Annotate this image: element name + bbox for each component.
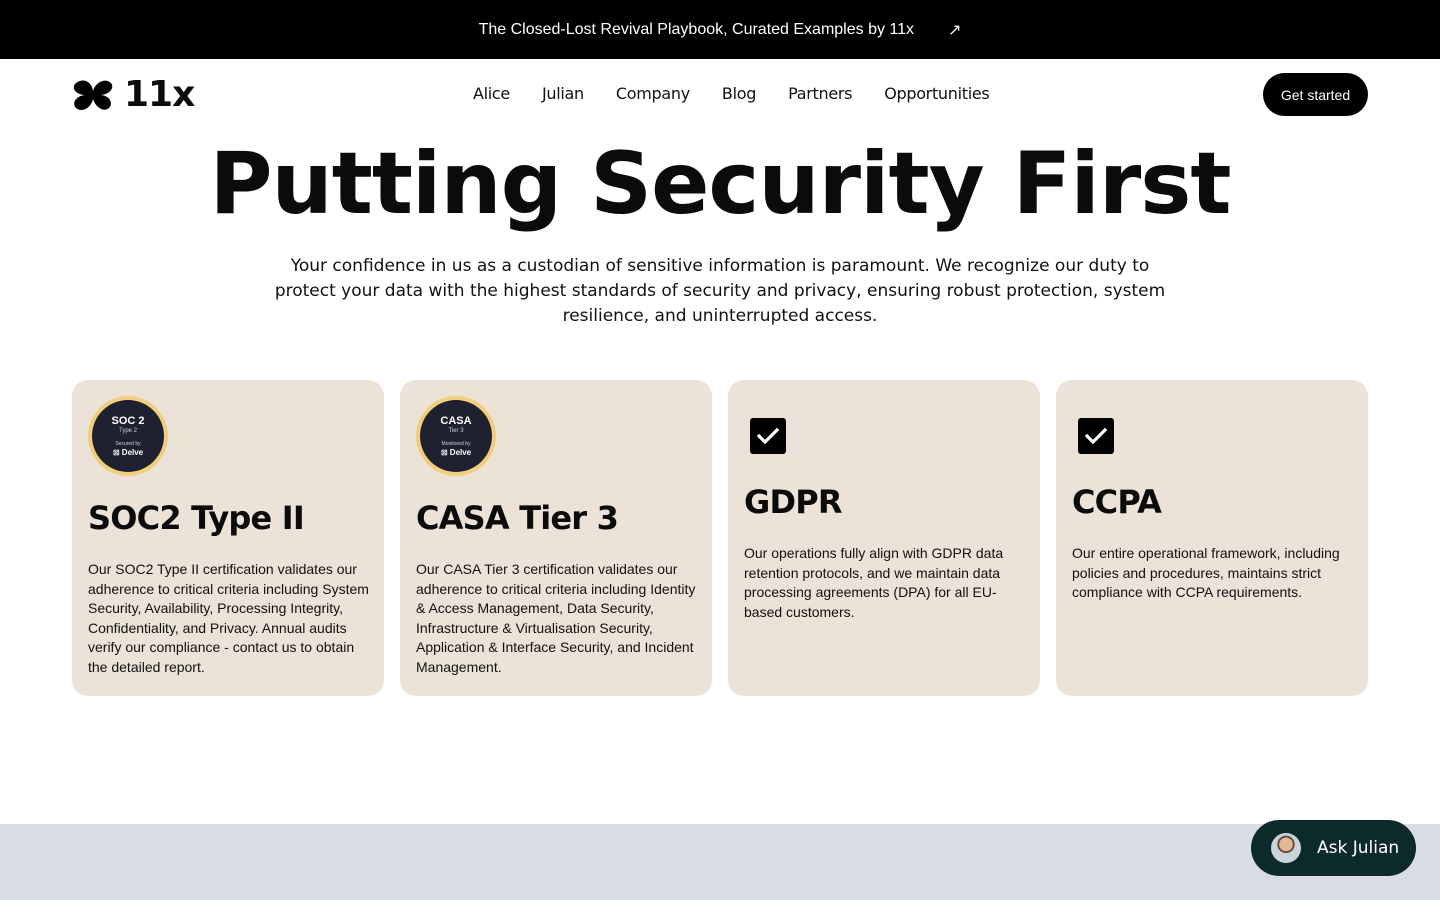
card-gdpr <box>728 380 1040 696</box>
nav-link-opportunities[interactable]: Opportunities <box>884 84 990 103</box>
logo-mark-icon <box>72 78 114 112</box>
check-glyph-icon <box>757 427 779 445</box>
ask-julian-button[interactable] <box>1251 820 1416 876</box>
card-body: Our operations fully align with GDPR data retention protocols, and we maintain data processing agreements (DPA) for all EU-based customers. <box>744 545 1004 620</box>
badge-main: CASA <box>440 415 472 427</box>
nav-link-partners[interactable]: Partners <box>788 84 853 103</box>
badge-main: SOC 2 <box>111 415 145 427</box>
get-started-button[interactable]: Get started <box>1263 73 1368 116</box>
badge-sub: Tier 3 <box>448 428 464 434</box>
announcement-bar[interactable] <box>0 0 1440 59</box>
badge-small: Secured by <box>115 441 141 447</box>
check-glyph-icon <box>1085 427 1107 445</box>
page-title: Putting Security First <box>209 134 1231 234</box>
logo[interactable] <box>72 74 195 115</box>
nav-links <box>473 84 1021 104</box>
card-body: Our entire operational framework, including policies and procedures, maintains strict compliance with CCPA requirements. <box>1072 545 1340 600</box>
card-casa <box>400 380 712 696</box>
badge-sub: Type 2 <box>118 428 137 434</box>
badge-brand: ⊠ Delve <box>440 448 472 457</box>
soc2-badge-inner <box>92 400 164 472</box>
checkmark-icon <box>750 418 786 454</box>
badge-small: Monitored by <box>441 441 471 447</box>
card-title: CASA Tier 3 <box>416 499 619 537</box>
checkmark-icon <box>1078 418 1114 454</box>
footer-band <box>0 824 1440 900</box>
card-body: Our SOC2 Type II certification validates our adherence to critical criteria including System Security, Availability, Processing Integrity, Confidentiality, and Privacy. Annual audits verify our compliance - contact us to obtain the detailed report. <box>88 561 369 675</box>
card-ccpa <box>1056 380 1368 696</box>
nav-link-company[interactable]: Company <box>615 84 690 103</box>
card-title: CCPA <box>1072 483 1162 521</box>
nav-link-alice[interactable]: Alice <box>473 84 510 103</box>
logo-text: 11x <box>124 74 195 115</box>
card-soc2 <box>72 380 384 696</box>
badge-brand: ⊠ Delve <box>112 448 144 457</box>
soc2-badge <box>88 396 168 476</box>
announcement-text[interactable]: The Closed-Lost Revival Playbook, Curated Examples by 11x <box>478 20 915 38</box>
casa-badge <box>416 396 496 476</box>
card-title: GDPR <box>744 483 842 521</box>
card-title: SOC2 Type II <box>88 499 304 537</box>
external-arrow-icon[interactable]: ↗ <box>948 20 962 39</box>
casa-badge-inner <box>420 400 492 472</box>
nav-link-julian[interactable]: Julian <box>541 84 584 103</box>
card-body: Our CASA Tier 3 certification validates our adherence to critical criteria including Identity & Access Management, Data Security, Infrastructure & Virtualisation Security, Application & Interface Security, and Incident Management. <box>416 561 696 675</box>
avatar <box>1271 833 1301 863</box>
nav-link-blog[interactable]: Blog <box>721 84 757 103</box>
top-nav <box>0 59 1440 131</box>
ask-julian-label: Ask Julian <box>1317 838 1400 858</box>
hero-subtitle: Your confidence in us as a custodian of sensitive information is paramount. We recognize our duty to protect your data with the highest standards of security and privacy, ensuring robust protection, system resilience, and uninterrupted access. <box>274 256 1166 326</box>
